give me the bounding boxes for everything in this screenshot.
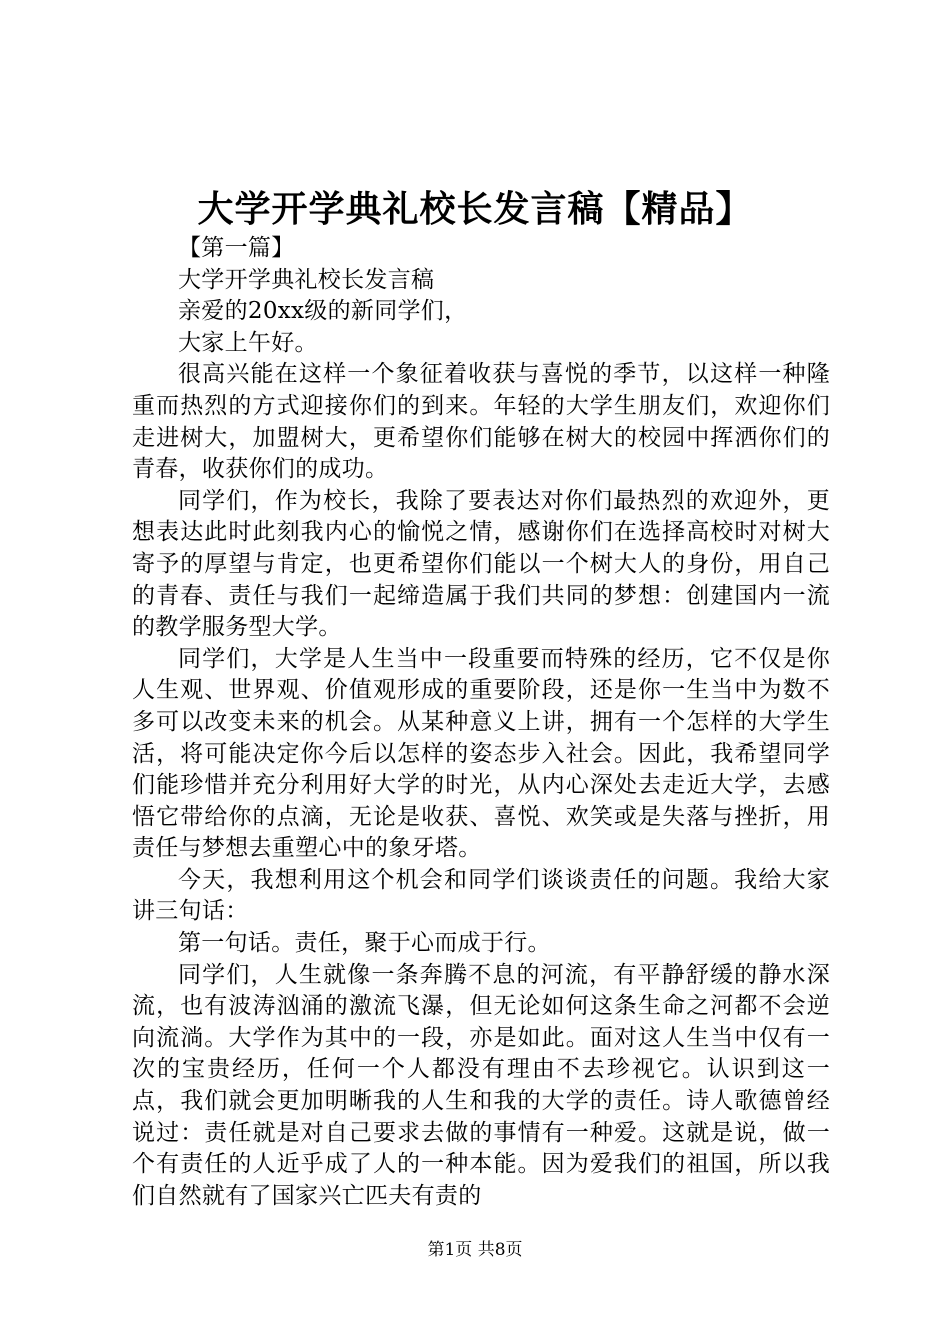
paragraph-first-point: 第一句话。责任，聚于心而成于行。 [178,930,551,957]
paragraph-president-remarks: 同学们，作为校长，我除了要表达对你们最热烈的欢迎外，更想表达此时此刻我内心的愉悦之情，感谢你们在选择高校时对树大寄予的厚望与肯定，也更希望你们能以一个树大人的身份，用自己的青春、责任与我们一起缔造属于我们共同的梦想：创建国内一流的教学服务型大学。 [132,487,830,641]
paragraph-responsibility-intro: 今天，我想利用这个机会和同学们谈谈责任的问题。我给大家讲三句话： [132,866,830,925]
paragraph-university-life: 同学们，大学是人生当中一段重要而特殊的经历，它不仅是你人生观、世界观、价值观形成的重要阶段，还是你一生当中为数不多可以改变未来的机会。从某种意义上讲，拥有一个怎样的大学生活，将可能决定你今后以怎样的姿态步入社会。因此，我希望同学们能珍惜并充分利用好大学的时光，从内心深处去走近大学，去感悟它带给你的点滴，无论是收获、喜悦、欢笑或是失落与挫折，用责任与梦想去重塑心中的象牙塔。 [132,645,830,862]
paragraph-life-river: 同学们，人生就像一条奔腾不息的河流，有平静舒缓的静水深流，也有波涛汹涌的激流飞瀑，但无论如何这条生命之河都不会逆向流淌。大学作为其中的一段，亦是如此。面对这人生当中仅有一次的宝贵经历，任何一个人都没有理由不去珍视它。认识到这一点，我们就会更加明晰我的人生和我的大学的责任。诗人歌德曾经说过：责任就是对自己要求去做的事情有一种爱。这就是说，做一个有责任的人近乎成了人的一种本能。因为爱我们的祖国，所以我们自然就有了国家兴亡匹夫有责的 [132,961,830,1209]
paragraph-greeting: 大家上午好。 [178,329,318,356]
page-footer: 第1页 共8页 [427,1240,523,1260]
paragraph-welcome: 很高兴能在这样一个象征着收获与喜悦的季节，以这样一种隆重而热烈的方式迎接你们的到来。年轻的大学生朋友们，欢迎你们走进树大，加盟树大，更希望你们能够在树大的校园中挥洒你们的青春，收获你们的成功。 [132,361,830,483]
page-title: 大学开学典礼校长发言稿【精品】 [197,188,753,230]
paragraph-section-heading: 【第一篇】 [178,235,295,261]
paragraph-salutation: 亲爱的20xx级的新同学们， [178,298,468,325]
paragraph-subtitle: 大学开学典礼校长发言稿 [178,266,435,293]
document-body [132,233,830,1212]
